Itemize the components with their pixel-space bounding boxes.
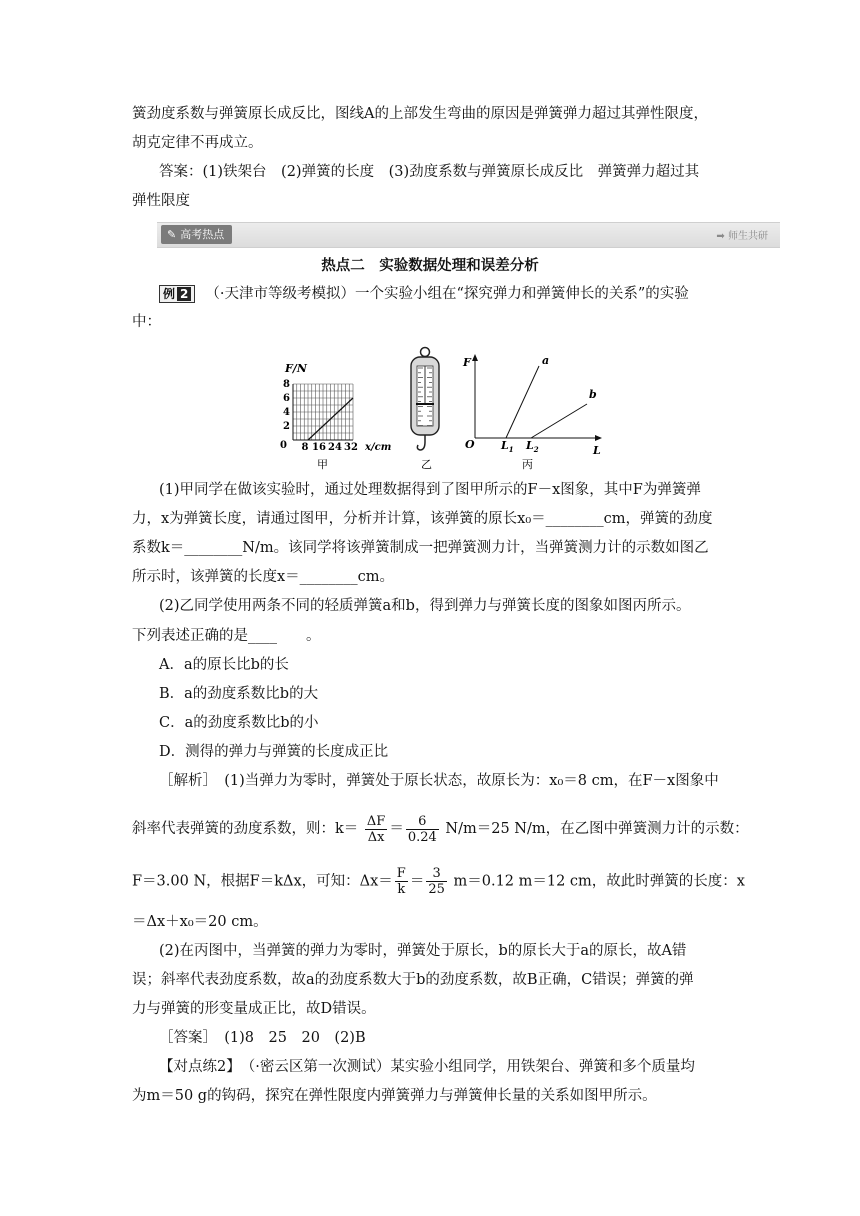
jia-caption: 甲 bbox=[317, 458, 328, 471]
solution-line-3 bbox=[132, 866, 745, 897]
hot-topic-text: 高考热点 bbox=[180, 228, 225, 241]
bing-label-a: a bbox=[542, 354, 550, 367]
drill-line-2: 为m＝50 g的钩码，探究在弹性限度内弹簧弹力与弹簧伸长量的关系如图甲所示。 bbox=[132, 1088, 657, 1104]
bing-y-arrow bbox=[472, 354, 478, 361]
fraction-2-denominator: 0.24 bbox=[407, 829, 437, 845]
bing-x-arrow bbox=[595, 435, 602, 441]
jia-ytick-0: 0 bbox=[280, 440, 287, 451]
fraction-4-denominator: 25 bbox=[428, 882, 445, 897]
answer-1-line-2: 弹性限度 bbox=[132, 193, 190, 209]
fraction-1-numerator: ΔF bbox=[366, 813, 386, 829]
option-a: A．a的原长比b的长 bbox=[159, 657, 289, 673]
arrow-icon: ➡ bbox=[716, 231, 725, 242]
fraction-dF-dx bbox=[365, 814, 387, 845]
hot-topic-right bbox=[716, 227, 768, 242]
solution-3-text-b: m＝0.12 m＝12 cm，故此时弹簧的长度：x bbox=[453, 873, 745, 890]
q2-line-2: 下列表述正确的是____ 。 bbox=[132, 628, 321, 644]
figure-bing bbox=[462, 354, 602, 471]
fraction-2-numerator: 6 bbox=[406, 814, 439, 830]
fraction-3-denominator: k bbox=[397, 882, 406, 897]
jia-xtick-32: 32 bbox=[344, 442, 358, 453]
option-b: B．a的劲度系数比b的大 bbox=[159, 686, 319, 702]
example-badge bbox=[159, 285, 195, 303]
scale-hook bbox=[417, 442, 425, 450]
para-line-2: 胡克定律不再成立。 bbox=[132, 135, 263, 151]
yi-caption: 乙 bbox=[421, 458, 432, 471]
topic-icon: ✎ bbox=[167, 228, 177, 241]
jia-ytick-8: 8 bbox=[283, 379, 290, 390]
fraction-3-numerator: F bbox=[396, 866, 406, 881]
solution-line-5: (2)在丙图中，当弹簧的弹力为零时，弹簧处于原长，b的原长大于a的原长，故A错 bbox=[159, 943, 687, 959]
option-c: C．a的劲度系数比b的小 bbox=[159, 715, 319, 731]
q1-line-3: 系数k＝________N/m。该同学将该弹簧制成一把弹簧测力计，当弹簧测力计的示数如图乙 bbox=[132, 540, 709, 556]
bing-line-b bbox=[531, 404, 587, 438]
bing-label-b: b bbox=[589, 388, 597, 401]
q1-line-2: 力，x为弹簧长度，请通过图甲，分析并计算，该弹簧的原长x₀＝________cm，弹簧的劲度 bbox=[132, 511, 713, 527]
solution-3-text-a: F＝3.00 N，根据F＝kΔx，可知：Δx＝ bbox=[132, 873, 393, 890]
answer-2: ［答案］ (1)8 25 20 (2)B bbox=[159, 1030, 366, 1046]
figure-yi bbox=[411, 348, 439, 472]
solution-3-eq: ＝ bbox=[409, 873, 425, 890]
solution-2-eq: ＝ bbox=[389, 821, 404, 837]
solution-2-text-b: N/m＝25 N/m，在乙图中弹簧测力计的示数： bbox=[445, 821, 749, 837]
jia-xlabel: x/cm bbox=[365, 442, 392, 453]
q1-line-1: (1)甲同学在做该实验时，通过处理数据得到了图甲所示的F－x图象，其中F为弹簧弹 bbox=[159, 482, 701, 498]
example-number: 2 bbox=[177, 287, 191, 301]
option-d: D．测得的弹力与弹簧的长度成正比 bbox=[159, 744, 389, 760]
section-title: 热点二 实验数据处理和误差分析 bbox=[321, 257, 539, 274]
solution-line-4: ＝Δx＋x₀＝20 cm。 bbox=[132, 914, 268, 930]
jia-ytick-2: 2 bbox=[283, 421, 290, 432]
example-label: 例 bbox=[163, 287, 176, 301]
fraction-4-numerator: 3 bbox=[426, 866, 447, 882]
bing-l2-letter: L bbox=[526, 439, 534, 452]
bing-caption: 丙 bbox=[522, 458, 533, 471]
drill-line-1: 【对点练2】 （·密云区第一次测试）某实验小组同学，用铁架台、弹簧和多个质量均 bbox=[159, 1059, 695, 1075]
example-text-2: 中： bbox=[132, 314, 161, 330]
scale-top-ring bbox=[421, 348, 430, 357]
solution-line-6: 误；斜率代表劲度系数，故a的劲度系数大于b的劲度系数，故B正确，C错误；弹簧的弹 bbox=[132, 972, 694, 988]
bing-l1 bbox=[500, 439, 514, 454]
q1-line-4: 所示时，该弹簧的长度x＝________cm。 bbox=[132, 569, 395, 585]
bing-origin: O bbox=[465, 438, 475, 451]
jia-ytick-6: 6 bbox=[283, 393, 290, 404]
solution-line-1: ［解析］ (1)当弹力为零时，弹簧处于原长状态，故原长为：x₀＝8 cm，在F－x图象中 bbox=[159, 773, 719, 789]
bing-ylabel: F bbox=[463, 356, 471, 369]
example-heading bbox=[159, 284, 689, 304]
bing-l1-letter: L bbox=[501, 439, 509, 452]
solution-2-text-a: 斜率代表弹簧的劲度系数，则：k＝ bbox=[132, 821, 359, 837]
jia-grid bbox=[293, 384, 353, 440]
jia-xtick-16: 16 bbox=[312, 442, 326, 453]
solution-line-2 bbox=[132, 812, 749, 846]
bing-l1-sub: 1 bbox=[508, 445, 514, 454]
hot-topic-bar bbox=[157, 222, 780, 248]
figure-jia bbox=[280, 362, 391, 471]
answer-1-line-1: 答案：(1)铁架台 (2)弹簧的长度 (3)劲度系数与弹簧原长成反比 弹簧弹力超过其 bbox=[159, 164, 700, 180]
fraction-F-k bbox=[395, 866, 408, 897]
jia-xtick-24: 24 bbox=[328, 442, 342, 453]
example-text: （·天津市等级考模拟）一个实验小组在“探究弹力和弹簧伸长的关系”的实验 bbox=[205, 286, 689, 302]
jia-ytick-4: 4 bbox=[283, 407, 290, 418]
fraction-3-25 bbox=[426, 866, 447, 897]
bing-l2-sub: 2 bbox=[533, 445, 539, 454]
bing-xlabel: L bbox=[593, 444, 601, 457]
hot-topic-right-text: 师生共研 bbox=[728, 231, 768, 242]
para-line-1: 簧劲度系数与弹簧原长成反比，图线A的上部发生弯曲的原因是弹簧弹力超过其弹性限度， bbox=[132, 106, 708, 122]
jia-xtick-8: 8 bbox=[301, 442, 309, 453]
bing-l2 bbox=[525, 439, 539, 454]
hot-topic-label bbox=[161, 225, 232, 244]
fraction-1-denominator: Δx bbox=[367, 829, 385, 845]
solution-line-7: 力与弹簧的形变量成正比，故D错误。 bbox=[132, 1001, 376, 1017]
fraction-6-024 bbox=[406, 814, 439, 845]
q2-line-1: (2)乙同学使用两条不同的轻质弹簧a和b，得到弹力与弹簧长度的图象如图丙所示。 bbox=[159, 598, 691, 614]
bing-line-a bbox=[506, 366, 539, 438]
jia-ylabel: F/N bbox=[285, 362, 307, 375]
figures bbox=[275, 346, 615, 478]
